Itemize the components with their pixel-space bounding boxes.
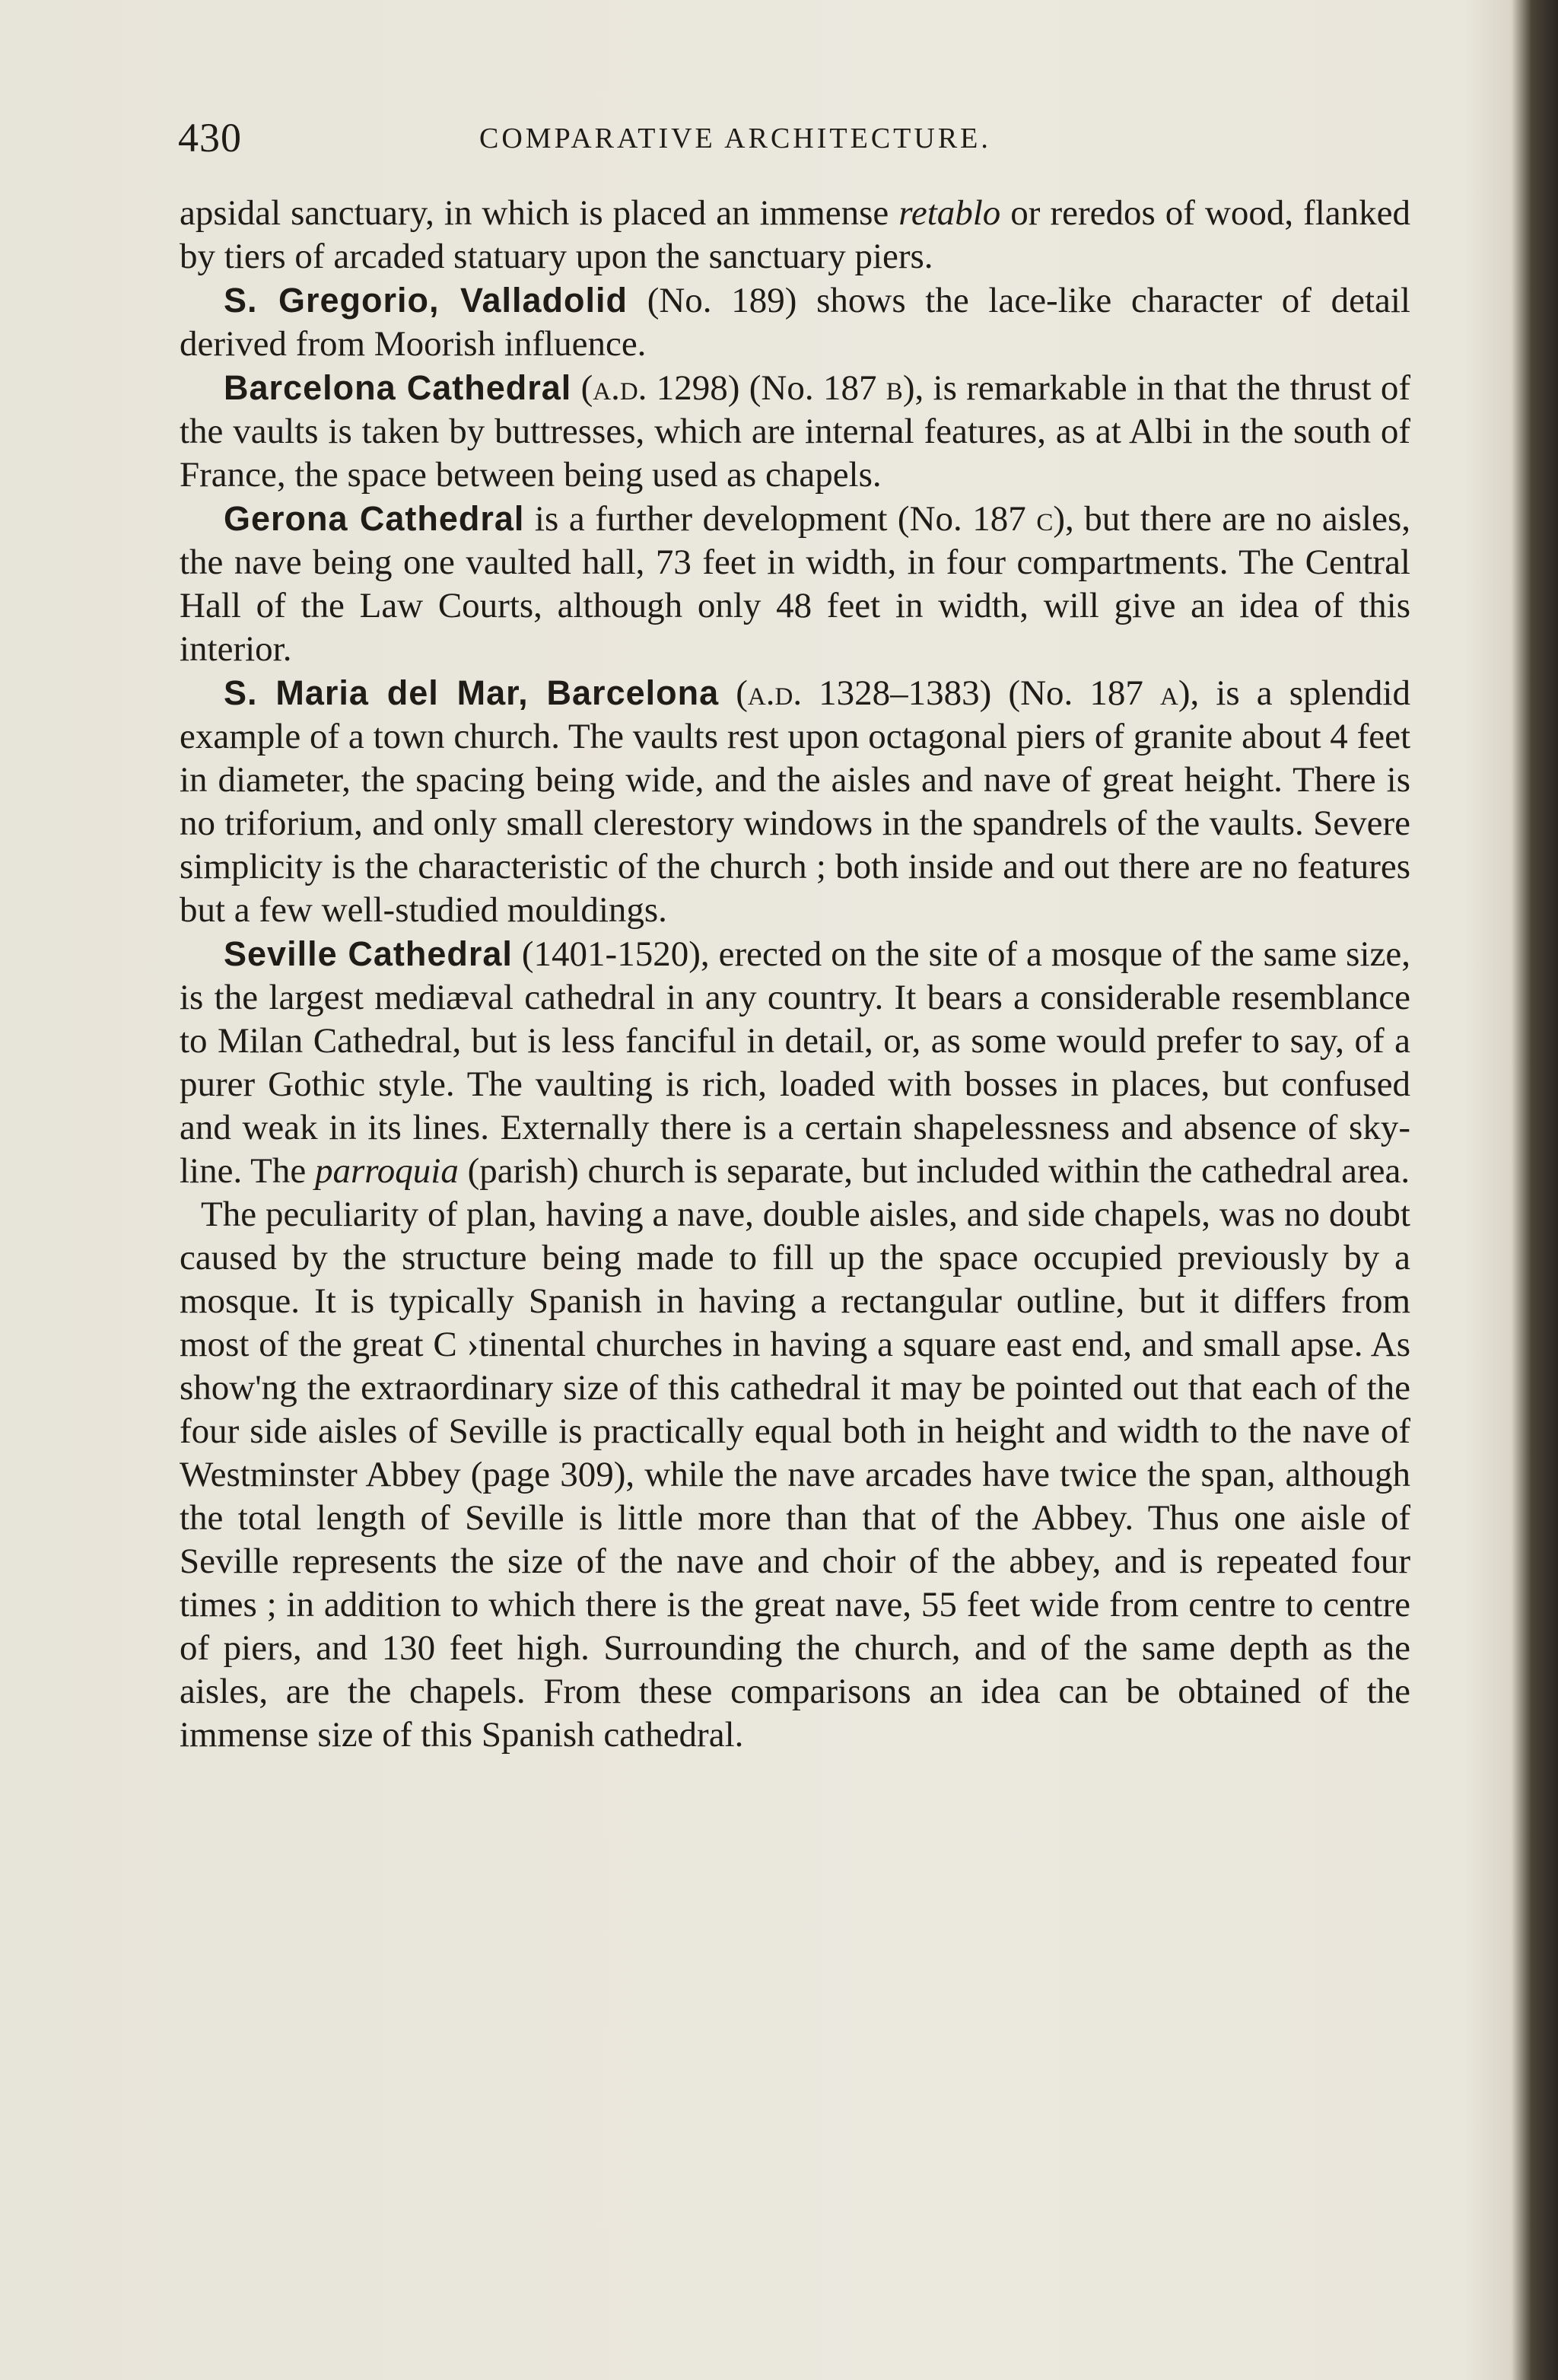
paragraph-text: ( bbox=[719, 673, 748, 713]
paragraph-text: The peculiarity of plan, having a nave, double aisles, and side chapels, was no doubt caused by the structure being made to fill up the space occupied previously by a mosque. It is typically Spanish in having a rectangular outline, but it differs from most of the great C ›tinental churches in having a square east end, and small apse. As show'ng the extraordinary size of this cathedral it may be pointed out that each of the four side aisles of Seville is practically equal both in height and width to the nave of Westminster Abbey (page 309), while the nave arcades have twice the span, although the total length of Seville is little more than that of the Abbey. Thus one aisle of Seville represents the size of the nave and choir of the abbey, and is repeated four times ; in addition to which there is the great nave, 55 feet wide from centre to centre of piers, and 130 feet high. Surrounding the church, and of the same depth as the aisles, are the chapels. From these comparisons an idea can be obtained of the immense size of this Spanish cathedral. bbox=[180, 1195, 1410, 1755]
paragraph-text: ( bbox=[571, 368, 593, 408]
paragraph-text: ), is a splendid example of a town church. The vaults rest upon octagonal piers of granite about 4 feet in diameter, the spacing being wide, and the aisles and nave of great height. There is no triforium, and only small clerestory windows in the spandrels of the vaults. Severe simplicity is the characteristic of the church ; both inside and out there are no features but a few well-studied mouldings. bbox=[180, 673, 1410, 930]
paragraph-text: or reredos of wood, flanked by tiers of arcaded statuary upon the sanctuary piers. bbox=[180, 193, 1410, 276]
small-caps-text: b bbox=[886, 368, 903, 408]
italic-term: retablo bbox=[898, 193, 1001, 233]
paragraph-sanctuary bbox=[180, 192, 1410, 278]
paragraph-text: apsidal sanctuary, in which is placed an immense bbox=[180, 193, 899, 233]
paragraph-text: ), is remarkable in that the thrust of the vaults is taken by buttresses, which are internal features, as at Albi in the south of France, the space between being used as chapels. bbox=[180, 368, 1410, 495]
paragraph-s-gregorio bbox=[180, 278, 1410, 366]
paragraph-heading: Gerona Cathedral bbox=[224, 499, 525, 538]
paragraph-text: (1401-1520), erected on the site of a mosque of the same size, is the largest mediæval cathedral in any country. It bears a considerable resemblance to Milan Cathedral, but is less fanciful in detail, or, as some would prefer to say, of a purer Gothic style. The vaulting is rich, loaded with bosses in places, but confused and weak in its lines. Externally there is a certain shapelessness and absence of sky-line. The bbox=[180, 934, 1410, 1191]
paragraph-text: is a further development (No. 187 bbox=[524, 499, 1037, 539]
paragraph-gerona-cathedral bbox=[180, 497, 1410, 671]
paragraph-text: 1328–1383) (No. 187 bbox=[802, 673, 1160, 713]
page-number: 430 bbox=[178, 115, 242, 161]
paragraph-heading: S. Maria del Mar, Barcelona bbox=[224, 673, 720, 712]
paragraph-text: (parish) church is separate, but included within the cathedral area. bbox=[458, 1151, 1410, 1191]
paragraph-text: 1298) (No. 187 bbox=[647, 368, 886, 408]
paragraph-text: (No. 189) shows the lace-like character of detail derived from Moorish influence. bbox=[180, 281, 1410, 364]
small-caps-text: a.d. bbox=[593, 368, 647, 408]
running-title: COMPARATIVE ARCHITECTURE. bbox=[479, 123, 991, 154]
paragraph-heading: Seville Cathedral bbox=[224, 934, 513, 973]
paragraph-seville-plan bbox=[180, 1193, 1410, 1757]
paragraph-heading: Barcelona Cathedral bbox=[224, 368, 572, 407]
body-text bbox=[180, 192, 1410, 1757]
paragraph-seville-cathedral bbox=[180, 932, 1410, 1193]
small-caps-text: a.d. bbox=[747, 673, 803, 713]
small-caps-text: c bbox=[1036, 499, 1054, 539]
paragraph-heading: S. Gregorio, Valladolid bbox=[224, 281, 628, 320]
paragraph-s-maria-del-mar bbox=[180, 671, 1410, 932]
running-header bbox=[178, 114, 1418, 167]
small-caps-text: a bbox=[1159, 673, 1178, 713]
paragraph-text: ), but there are no aisles, the nave being one vaulted hall, 73 feet in width, in four compartments. The Central Hall of the Law Courts, although only 48 feet in width, will give an idea of this interior. bbox=[180, 499, 1410, 669]
paragraph-barcelona-cathedral bbox=[180, 366, 1410, 497]
italic-term: parroquia bbox=[314, 1151, 459, 1191]
